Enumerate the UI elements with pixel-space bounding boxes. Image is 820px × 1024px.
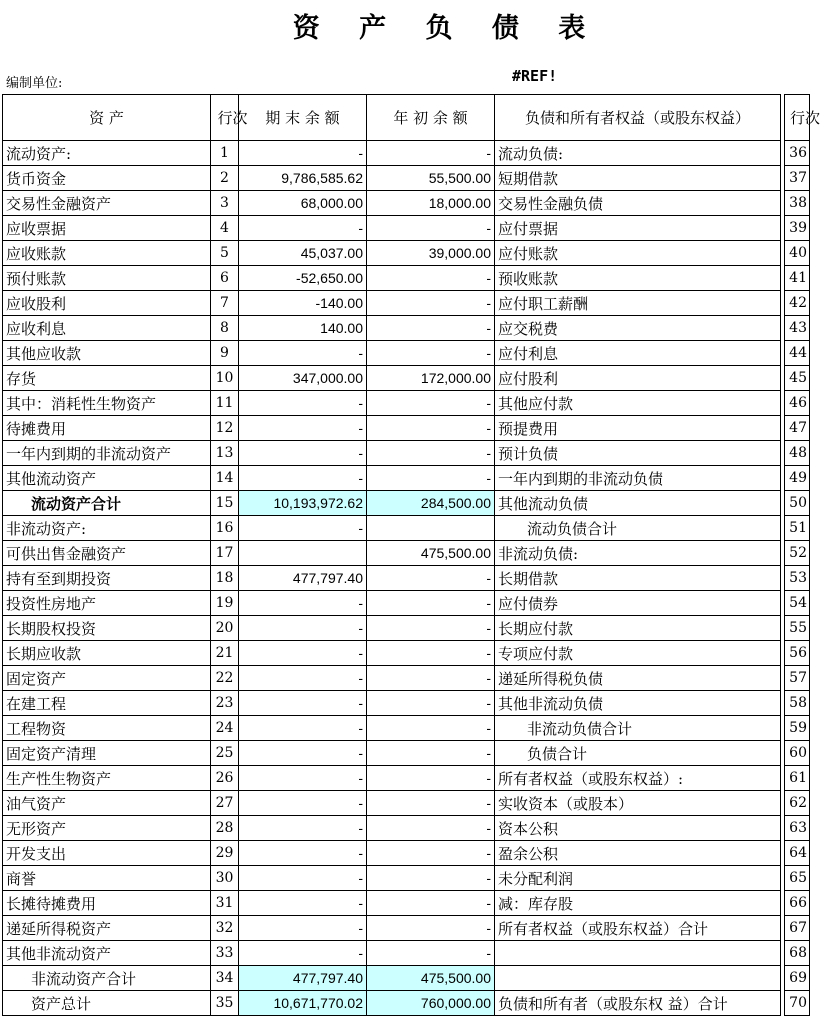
liability-name-cell: 长期应付款 [495,616,781,641]
liability-name-cell: 一年内到期的非流动负债 [495,466,781,491]
header-right-line: 行次 [785,95,810,141]
asset-name-cell: 资产总计 [3,991,211,1016]
end-balance-cell: 9,786,585.62 [239,166,367,191]
table-row [3,166,810,191]
liability-name-cell: 长期借款 [495,566,781,591]
line-number-cell: 32 [211,916,239,941]
asset-name-cell: 持有至到期投资 [3,566,211,591]
asset-name-cell: 交易性金融资产 [3,191,211,216]
liability-name-cell: 专项应付款 [495,641,781,666]
asset-name-cell: 递延所得税资产 [3,916,211,941]
begin-balance-cell: - [367,441,495,466]
line-number-cell: 3 [211,191,239,216]
line-number-cell: 7 [211,291,239,316]
line-number-cell: 24 [211,716,239,741]
asset-name-cell: 预付账款 [3,266,211,291]
right-line-number-cell: 39 [785,216,810,241]
liability-name-cell: 其他非流动负债 [495,691,781,716]
line-number-cell: 30 [211,866,239,891]
end-balance-cell: - [239,341,367,366]
begin-balance-cell: - [367,916,495,941]
begin-balance-cell: - [367,641,495,666]
asset-name-cell: 其他应收款 [3,341,211,366]
asset-name-cell: 油气资产 [3,791,211,816]
table-row [3,716,810,741]
table-row [3,241,810,266]
table-row [3,591,810,616]
asset-name-cell: 投资性房地产 [3,591,211,616]
line-number-cell: 33 [211,941,239,966]
line-number-cell: 2 [211,166,239,191]
end-balance-cell: - [239,941,367,966]
asset-name-cell: 流动资产合计 [3,491,211,516]
table-row [3,566,810,591]
asset-name-cell: 应收股利 [3,291,211,316]
line-number-cell: 8 [211,316,239,341]
liability-name-cell [495,941,781,966]
line-number-cell: 12 [211,416,239,441]
line-number-cell: 19 [211,591,239,616]
header-row [3,95,810,141]
end-balance-cell: - [239,216,367,241]
page-title: 资 产 负 债 表 [292,13,601,44]
asset-name-cell: 工程物资 [3,716,211,741]
table-row [3,666,810,691]
liability-name-cell: 其他流动负债 [495,491,781,516]
asset-name-cell: 流动资产: [3,141,211,166]
table-row [3,416,810,441]
table-row [3,866,810,891]
right-line-number-cell: 69 [785,966,810,991]
end-balance-cell [239,541,367,566]
begin-balance-cell: - [367,841,495,866]
table-row [3,891,810,916]
right-line-number-cell: 58 [785,691,810,716]
line-number-cell: 21 [211,641,239,666]
unit-label: 编制单位: [6,76,63,91]
asset-name-cell: 非流动资产: [3,516,211,541]
end-balance-cell: - [239,691,367,716]
end-balance-cell: -52,650.00 [239,266,367,291]
liability-name-cell: 预计负债 [495,441,781,466]
table-row [3,641,810,666]
liability-name-cell: 应交税费 [495,316,781,341]
liability-name-cell: 应付账款 [495,241,781,266]
end-balance-cell: - [239,916,367,941]
end-balance-cell: 347,000.00 [239,366,367,391]
liability-name-cell: 应付债券 [495,591,781,616]
right-line-number-cell: 38 [785,191,810,216]
right-line-number-cell: 46 [785,391,810,416]
asset-name-cell: 非流动资产合计 [3,966,211,991]
begin-balance-cell: - [367,341,495,366]
liability-name-cell: 交易性金融负债 [495,191,781,216]
table-row [3,691,810,716]
line-number-cell: 20 [211,616,239,641]
right-line-number-cell: 42 [785,291,810,316]
asset-name-cell: 长期股权投资 [3,616,211,641]
asset-name-cell: 其中：消耗性生物资产 [3,391,211,416]
begin-balance-cell: 760,000.00 [367,991,495,1016]
line-number-cell: 1 [211,141,239,166]
table-row [3,916,810,941]
liability-name-cell: 未分配利润 [495,866,781,891]
begin-balance-cell: - [367,616,495,641]
end-balance-cell: - [239,591,367,616]
right-line-number-cell: 66 [785,891,810,916]
end-balance-cell: - [239,816,367,841]
header-begin-balance: 年 初 余 额 [367,95,495,141]
line-number-cell: 11 [211,391,239,416]
liability-name-cell: 所有者权益（或股东权益）合计 [495,916,781,941]
end-balance-cell: 10,193,972.62 [239,491,367,516]
right-line-number-cell: 50 [785,491,810,516]
end-balance-cell: - [239,616,367,641]
end-balance-cell: - [239,791,367,816]
end-balance-cell: - [239,766,367,791]
end-balance-cell: -140.00 [239,291,367,316]
right-line-number-cell: 40 [785,241,810,266]
table-row [3,141,810,166]
begin-balance-cell: - [367,266,495,291]
line-number-cell: 23 [211,691,239,716]
line-number-cell: 25 [211,741,239,766]
begin-balance-cell: 284,500.00 [367,491,495,516]
table-row [3,941,810,966]
line-number-cell: 9 [211,341,239,366]
line-number-cell: 31 [211,891,239,916]
line-number-cell: 10 [211,366,239,391]
begin-balance-cell [367,516,495,541]
table-row [3,266,810,291]
liability-name-cell: 其他应付款 [495,391,781,416]
line-number-cell: 4 [211,216,239,241]
liability-name-cell: 短期借款 [495,166,781,191]
asset-name-cell: 固定资产清理 [3,741,211,766]
table-row [3,966,810,991]
begin-balance-cell: - [367,941,495,966]
line-number-cell: 15 [211,491,239,516]
asset-name-cell: 固定资产 [3,666,211,691]
liability-name-cell: 应付职工薪酬 [495,291,781,316]
line-number-cell: 34 [211,966,239,991]
begin-balance-cell: - [367,591,495,616]
right-line-number-cell: 60 [785,741,810,766]
table-row [3,841,810,866]
begin-balance-cell: - [367,216,495,241]
header-line: 行次 [211,95,239,141]
end-balance-cell: - [239,666,367,691]
right-line-number-cell: 37 [785,166,810,191]
end-balance-cell: - [239,891,367,916]
begin-balance-cell: - [367,416,495,441]
asset-name-cell: 一年内到期的非流动资产 [3,441,211,466]
right-line-number-cell: 57 [785,666,810,691]
liability-name-cell: 流动负债: [495,141,781,166]
right-line-number-cell: 56 [785,641,810,666]
right-line-number-cell: 36 [785,141,810,166]
line-number-cell: 27 [211,791,239,816]
end-balance-cell: 45,037.00 [239,241,367,266]
right-line-number-cell: 47 [785,416,810,441]
asset-name-cell: 长期应收款 [3,641,211,666]
end-balance-cell: - [239,716,367,741]
table-row [3,541,810,566]
begin-balance-cell: - [367,791,495,816]
table-row [3,491,810,516]
begin-balance-cell: - [367,566,495,591]
asset-name-cell: 可供出售金融资产 [3,541,211,566]
end-balance-cell: 68,000.00 [239,191,367,216]
liability-name-cell: 盈余公积 [495,841,781,866]
begin-balance-cell: - [367,141,495,166]
line-number-cell: 13 [211,441,239,466]
right-line-number-cell: 44 [785,341,810,366]
begin-balance-cell: 55,500.00 [367,166,495,191]
table-row [3,766,810,791]
begin-balance-cell: - [367,766,495,791]
begin-balance-cell: 172,000.00 [367,366,495,391]
liability-name-cell: 非流动负债: [495,541,781,566]
begin-balance-cell: - [367,391,495,416]
begin-balance-cell: - [367,891,495,916]
end-balance-cell: 140.00 [239,316,367,341]
liability-name-cell: 预提费用 [495,416,781,441]
right-line-number-cell: 54 [785,591,810,616]
table-row [3,791,810,816]
asset-name-cell: 应收利息 [3,316,211,341]
liability-name-cell: 流动负债合计 [495,516,781,541]
line-number-cell: 6 [211,266,239,291]
table-row [3,366,810,391]
right-line-number-cell: 55 [785,616,810,641]
liability-name-cell: 应付利息 [495,341,781,366]
end-balance-cell: - [239,641,367,666]
header-end-balance: 期 末 余 额 [239,95,367,141]
header-asset: 资 产 [3,95,211,141]
begin-balance-cell: 39,000.00 [367,241,495,266]
liability-name-cell: 应付股利 [495,366,781,391]
header-liabilities: 负债和所有者权益（或股东权益） [495,95,781,141]
table-row [3,441,810,466]
right-line-number-cell: 70 [785,991,810,1016]
liability-name-cell: 递延所得税负债 [495,666,781,691]
line-number-cell: 35 [211,991,239,1016]
right-line-number-cell: 62 [785,791,810,816]
asset-name-cell: 无形资产 [3,816,211,841]
table-row [3,216,810,241]
end-balance-cell: - [239,141,367,166]
table-row [3,391,810,416]
line-number-cell: 29 [211,841,239,866]
asset-name-cell: 长摊待摊费用 [3,891,211,916]
end-balance-cell: 477,797.40 [239,966,367,991]
begin-balance-cell: - [367,466,495,491]
asset-name-cell: 存货 [3,366,211,391]
begin-balance-cell: 475,500.00 [367,966,495,991]
begin-balance-cell: - [367,866,495,891]
right-line-number-cell: 51 [785,516,810,541]
begin-balance-cell: - [367,666,495,691]
line-number-cell: 16 [211,516,239,541]
liability-name-cell: 资本公积 [495,816,781,841]
right-line-number-cell: 53 [785,566,810,591]
right-line-number-cell: 61 [785,766,810,791]
asset-name-cell: 应收账款 [3,241,211,266]
liability-name-cell: 所有者权益（或股东权益）: [495,766,781,791]
right-line-number-cell: 48 [785,441,810,466]
end-balance-cell: - [239,516,367,541]
begin-balance-cell: - [367,291,495,316]
end-balance-cell: - [239,391,367,416]
line-number-cell: 5 [211,241,239,266]
ref-value: #REF! [512,67,558,85]
liability-name-cell: 负债合计 [495,741,781,766]
right-line-number-cell: 59 [785,716,810,741]
right-line-number-cell: 45 [785,366,810,391]
begin-balance-cell: 18,000.00 [367,191,495,216]
table-row [3,291,810,316]
right-line-number-cell: 64 [785,841,810,866]
liability-name-cell [495,966,781,991]
table-row [3,466,810,491]
asset-name-cell: 商誉 [3,866,211,891]
begin-balance-cell: - [367,716,495,741]
line-number-cell: 26 [211,766,239,791]
end-balance-cell: - [239,466,367,491]
table-row [3,741,810,766]
table-row [3,516,810,541]
begin-balance-cell: - [367,316,495,341]
asset-name-cell: 开发支出 [3,841,211,866]
end-balance-cell: 10,671,770.02 [239,991,367,1016]
right-line-number-cell: 63 [785,816,810,841]
asset-name-cell: 货币资金 [3,166,211,191]
asset-name-cell: 在建工程 [3,691,211,716]
right-line-number-cell: 67 [785,916,810,941]
end-balance-cell: 477,797.40 [239,566,367,591]
liability-name-cell: 减：库存股 [495,891,781,916]
right-line-number-cell: 49 [785,466,810,491]
line-number-cell: 18 [211,566,239,591]
right-line-number-cell: 65 [785,866,810,891]
asset-name-cell: 应收票据 [3,216,211,241]
asset-name-cell: 待摊费用 [3,416,211,441]
liability-name-cell: 实收资本（或股本） [495,791,781,816]
liability-name-cell: 预收账款 [495,266,781,291]
table-row [3,991,810,1016]
asset-name-cell: 其他非流动资产 [3,941,211,966]
liability-name-cell: 应付票据 [495,216,781,241]
asset-name-cell: 其他流动资产 [3,466,211,491]
table-row [3,316,810,341]
liability-name-cell: 非流动负债合计 [495,716,781,741]
begin-balance-cell: - [367,691,495,716]
balance-sheet-table [2,94,820,1016]
right-line-number-cell: 43 [785,316,810,341]
line-number-cell: 22 [211,666,239,691]
end-balance-cell: - [239,841,367,866]
table-row [3,816,810,841]
right-line-number-cell: 68 [785,941,810,966]
end-balance-cell: - [239,741,367,766]
right-line-number-cell: 52 [785,541,810,566]
table-row [3,616,810,641]
line-number-cell: 28 [211,816,239,841]
end-balance-cell: - [239,416,367,441]
line-number-cell: 17 [211,541,239,566]
table-row [3,341,810,366]
begin-balance-cell: - [367,816,495,841]
liability-name-cell: 负债和所有者（或股东权 益）合计 [495,991,781,1016]
asset-name-cell: 生产性生物资产 [3,766,211,791]
right-line-number-cell: 41 [785,266,810,291]
begin-balance-cell: 475,500.00 [367,541,495,566]
end-balance-cell: - [239,441,367,466]
line-number-cell: 14 [211,466,239,491]
end-balance-cell: - [239,866,367,891]
table-row [3,191,810,216]
begin-balance-cell: - [367,741,495,766]
